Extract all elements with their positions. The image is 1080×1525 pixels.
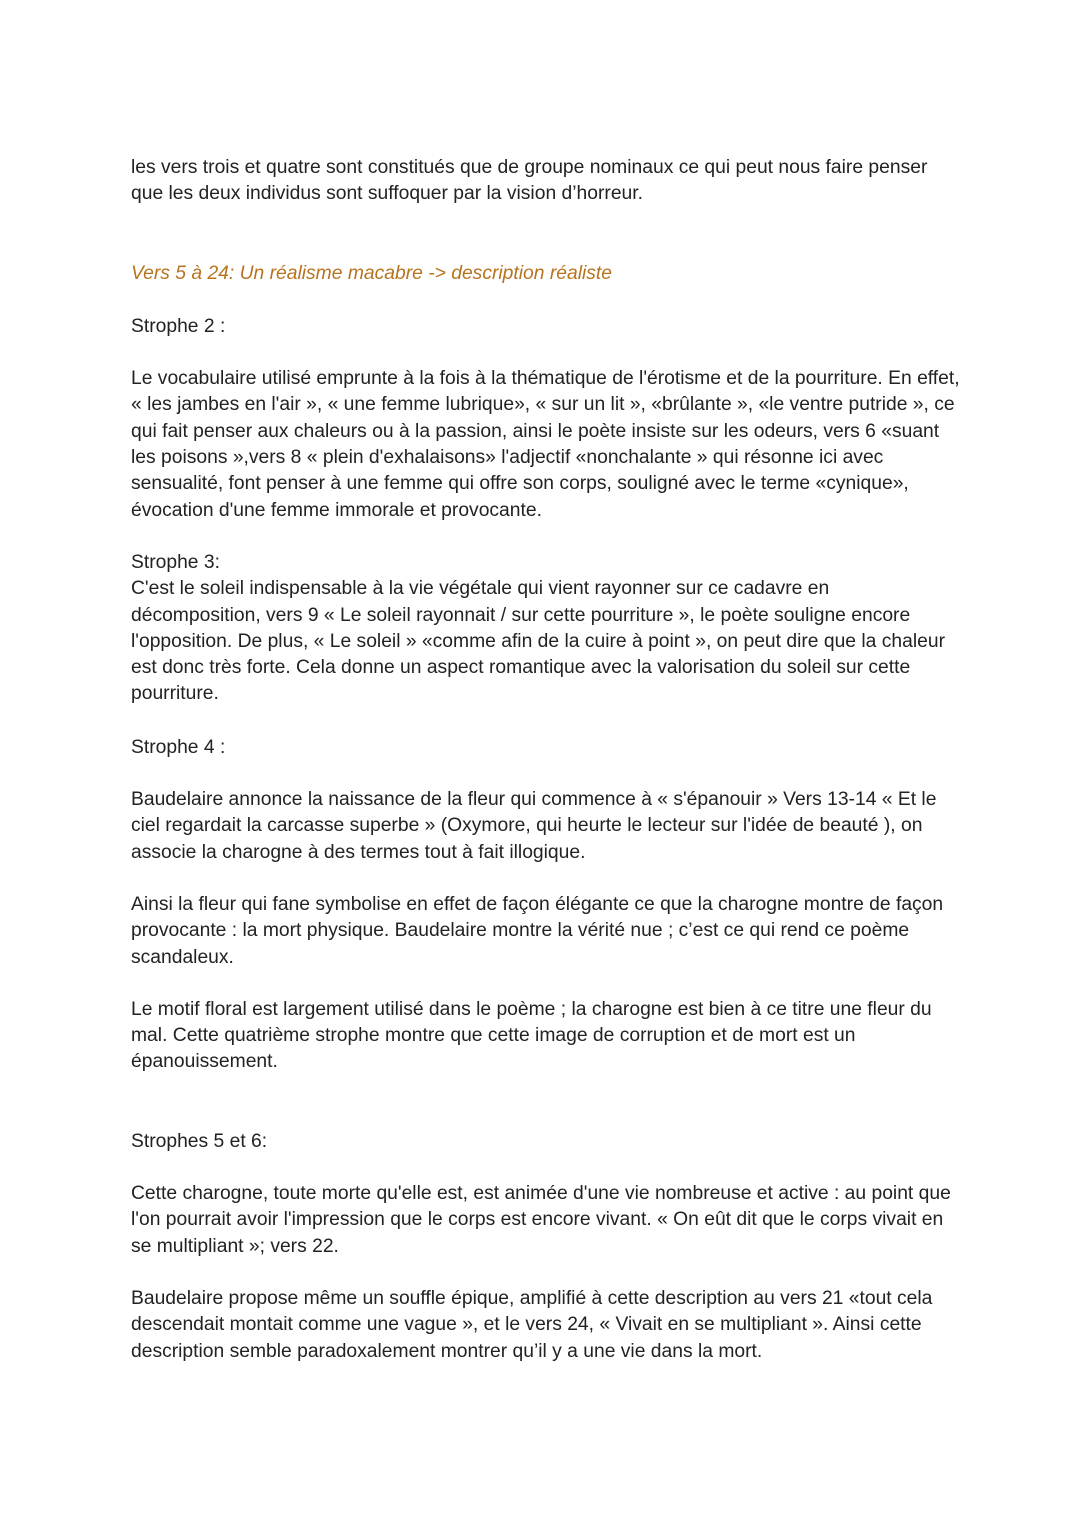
document-body xyxy=(131,155,961,1365)
strophe-4-title: Strophe 4 : xyxy=(131,736,226,758)
intro-paragraph: les vers trois et quatre sont constitués que de groupe nominaux ce qui peut nous faire penser que les deux individus sont suffoquer par la vision d’horreur. xyxy=(131,157,928,205)
strophe-4-text-1: Baudelaire annonce la naissance de la fleur qui commence à « s'épanouir » Vers 13-14 « Et le ciel regardait la carcasse superbe » (Oxymore, qui heurte le lecteur sur l'idée de beauté ), on associe la charogne à des termes tout à fait illogique. xyxy=(131,789,937,863)
strophe-3-title: Strophe 3: xyxy=(131,551,220,573)
strophe-5-6-title: Strophes 5 et 6: xyxy=(131,1130,268,1152)
strophe-2-title: Strophe 2 : xyxy=(131,315,226,337)
section-heading: Vers 5 à 24: Un réalisme macabre -> description réaliste xyxy=(131,262,612,284)
strophe-5-6-text-2: Baudelaire propose même un souffle épique, amplifié à cette description au vers 21 «tout cela descendait montait comme une vague », et le vers 24, « Vivait en se multipliant ». Ainsi cette description semble paradoxalement montrer qu’il y a une vie dans la mort. xyxy=(131,1287,933,1362)
strophe-5-6-text-1: Cette charogne, toute morte qu'elle est, est animée d'une vie nombreuse et active : au point que l'on pourrait avoir l'impression que le corps est encore vivant. « On eût dit que le corps vivait en se multipliant »; vers 22. xyxy=(131,1183,951,1257)
strophe-4-text-2: Ainsi la fleur qui fane symbolise en effet de façon élégante ce que la charogne montre de façon provocante : la mort physique. Baudelaire montre la vérité nue ; c’est ce qui rend ce poème scandaleux. xyxy=(131,893,944,968)
strophe-3-text: C'est le soleil indispensable à la vie végétale qui vient rayonner sur ce cadavre en décomposition, vers 9 « Le soleil rayonnait / sur cette pourriture », le poète souligne encore l'opposition. De plus, « Le soleil » «comme afin de la cuire à point », on peut dire que la chaleur est donc très forte. Cela donne un aspect romantique avec la valorisation du soleil sur cette pourriture. xyxy=(131,578,945,705)
strophe-2-text: Le vocabulaire utilisé emprunte à la fois à la thématique de l'érotisme et de la pourriture. En effet, « les jambes en l'air », « une femme lubrique», « sur un lit », «brûlante », «le ventre putride », ce qui fait penser aux chaleurs ou à la passion, ainsi le poète insiste sur les odeurs, vers 6 «suant les poisons »,vers 8 « plein d'exhalaisons» l'adjectif «nonchalante » qui résonne ici avec sensualité, font penser à une femme qui offre son corps, souligné avec le terme «cynique», évocation d'une femme immorale et provocante. xyxy=(131,368,960,521)
strophe-4-text-3: Le motif floral est largement utilisé dans le poème ; la charogne est bien à ce titre une fleur du mal. Cette quatrième strophe montre que cette image de corruption et de mort est un épanouissement. xyxy=(131,998,932,1073)
